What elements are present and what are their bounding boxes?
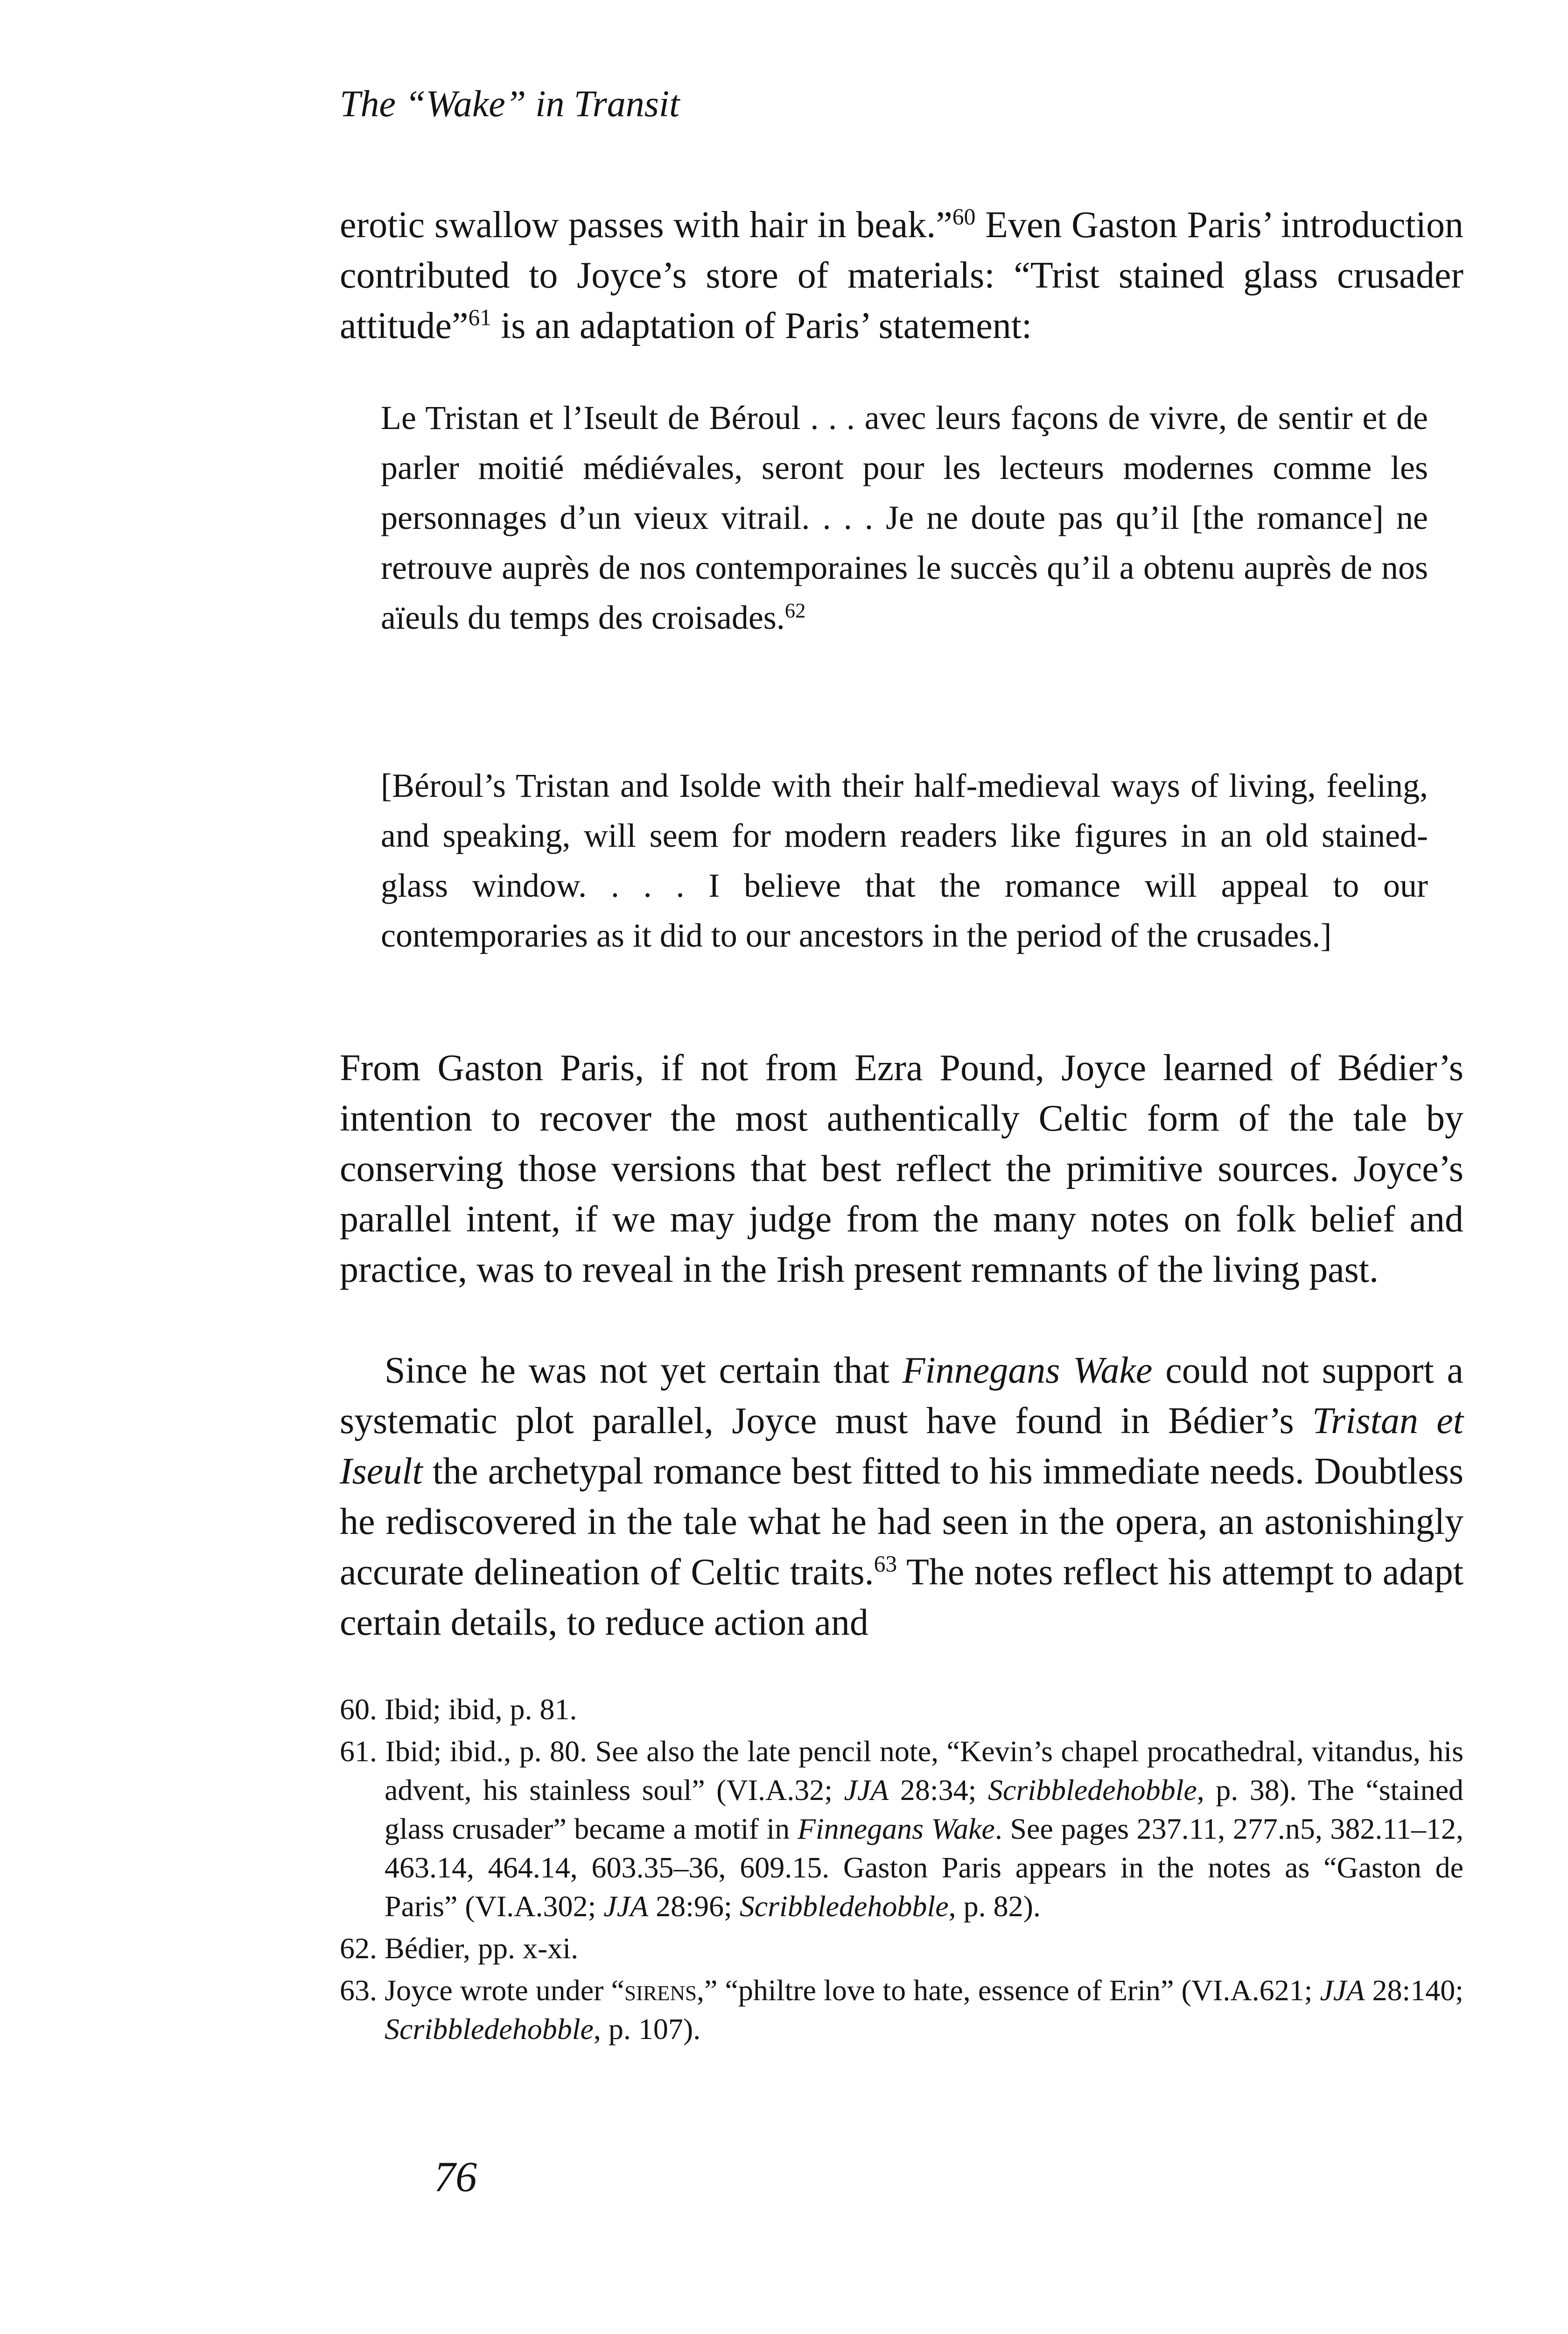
- footnote-text: , p. 82).: [948, 1890, 1041, 1923]
- paragraph-text: Even Gaston Paris’ introduction contributed to Joyce’s store of materials: “Trist stained glass crusader attitude”: [340, 204, 1463, 346]
- citation-title: Scribbledehobble: [739, 1890, 949, 1923]
- footnote-61: [340, 1732, 1463, 1926]
- paragraph-text: Since he was not yet certain that: [385, 1350, 903, 1391]
- footnote-60: 60. Ibid; ibid, p. 81.: [340, 1693, 577, 1726]
- footnote-text: , p. 38). The “stained glass crusader” became a motif in: [385, 1773, 1464, 1845]
- note-reference[interactable]: 62: [784, 598, 806, 622]
- block-quote-english: [Béroul’s Tristan and Isolde with their half-medieval ways of living, feeling, and speaking, will seem for modern readers like figures in an old stained-glass window. . . . I believe that the romance will appeal to our contemporaries as it did to our ancestors in the period of the crusades.]: [381, 767, 1428, 954]
- citation-title: Scribbledehobble: [385, 2012, 594, 2046]
- footnote-text: , p. 107).: [593, 2012, 701, 2046]
- footnote-63: [340, 1971, 1463, 2048]
- book-title: Tristan et Iseult: [340, 1400, 1464, 1492]
- citation-title: Finnegans Wake: [797, 1812, 995, 1845]
- paragraph-text: erotic swallow passes with hair in beak.”: [340, 204, 952, 246]
- citation-title: Scribbledehobble: [987, 1773, 1197, 1807]
- footnote-text: . See pages 237.11, 277.n5, 382.11–12, 463.14, 464.14, 603.35–36, 609.15. Gaston Paris appears in the notes as “Gaston de Paris” (VI.A.302;: [385, 1812, 1464, 1923]
- citation-title: JJA: [844, 1773, 889, 1807]
- footnote-text: 28:96;: [648, 1890, 740, 1923]
- running-head: The “Wake” in Transit: [340, 84, 680, 125]
- paragraph-text: the archetypal romance best fitted to his immediate needs. Doubtless he rediscovered in the tale what he had seen in the opera, an astonishingly accurate delineation of Celtic traits.: [340, 1451, 1463, 1593]
- citation-title: JJA: [603, 1890, 649, 1923]
- note-reference[interactable]: 63: [874, 1551, 897, 1577]
- footnote-text: ,” “philtre love to hate, essence of Erin” (VI.A.621;: [696, 1974, 1320, 2007]
- paragraph-text: could not support a systematic plot parallel, Joyce must have found in Bédier’s: [340, 1350, 1463, 1441]
- book-title: Finnegans Wake: [902, 1350, 1153, 1391]
- block-quote-french: [381, 393, 1428, 643]
- citation-title: JJA: [1320, 1974, 1365, 2007]
- paragraph-gaston-paris: From Gaston Paris, if not from Ezra Pound, Joyce learned of Bédier’s intention to recover the most authentically Celtic form of the tale by conserving those versions that best reflect the primitive sources. Joyce’s parallel intent, if we may judge from the many notes on folk belief and practice, was to reveal in the Irish present remnants of the living past.: [340, 1047, 1463, 1290]
- paragraph-text: is an adaptation of Paris’ statement:: [491, 305, 1032, 346]
- footnote-text: 28:34;: [889, 1773, 988, 1807]
- small-caps-heading: sirens: [624, 1974, 697, 2007]
- quote-text: Le Tristan et l’Iseult de Béroul . . . avec leurs façons de vivre, de sentir et de parler moitié médiévales, seront pour les lecteurs modernes comme les personnages d’un vieux vitrail. . . . Je ne doute pas qu’il [the romance] ne retrouve auprès de nos contemporaines le succès qu’il a obtenu auprès de nos aïeuls du temps des croisades.: [381, 399, 1428, 636]
- footnote-text: 61. Ibid; ibid., p. 80. See also the late pencil note, “Kevin’s chapel procathedral, vitandus, his advent, his stainless soul” (VI.A.32;: [340, 1735, 1463, 1807]
- note-reference[interactable]: 60: [952, 204, 976, 230]
- paragraph-finnegans-wake: [340, 1345, 1463, 1648]
- paragraph-opening: [340, 200, 1463, 351]
- footnotes: [340, 1690, 1463, 2052]
- footnote-text: 63. Joyce wrote under “: [340, 1974, 624, 2007]
- footnote-62: 62. Bédier, pp. x-xi.: [340, 1932, 579, 1965]
- note-reference[interactable]: 61: [468, 304, 492, 330]
- footnote-text: 28:140;: [1365, 1974, 1464, 2007]
- paragraph-text: The notes reflect his attempt to adapt certain details, to reduce action and: [340, 1552, 1463, 1643]
- page-number: 76: [434, 2153, 477, 2200]
